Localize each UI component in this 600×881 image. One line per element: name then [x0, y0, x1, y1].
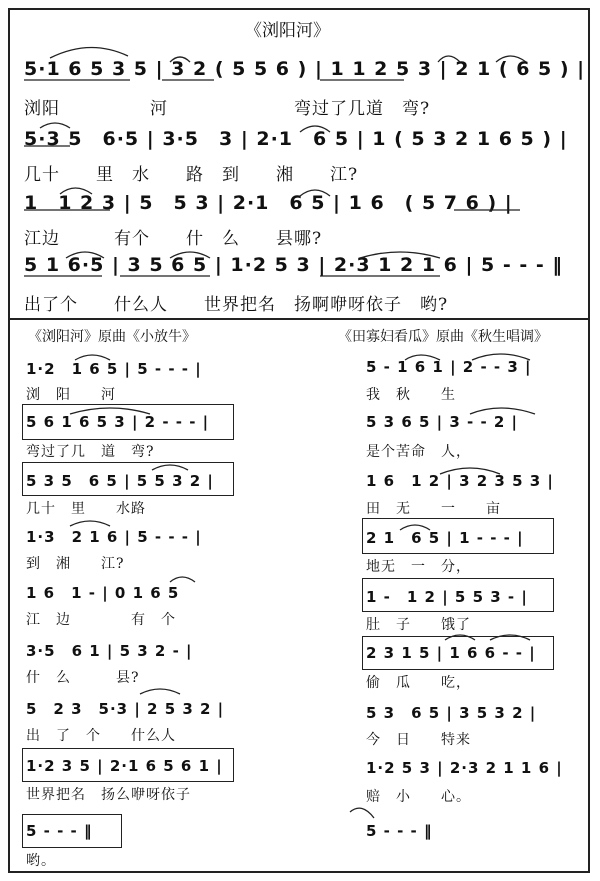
top-notation-line-2: 5·3 5 6·5 | 3·5 3 | 2·1 6 5 | 1 ( 5 3 2 1 6 5 ) | [24, 128, 568, 150]
top-title: 《浏阳河》 [245, 21, 330, 41]
left-lyric-4: 到 湘 江? [26, 556, 125, 572]
right-notation-4: 2 1 6 5 | 1 - - - | [366, 529, 524, 547]
right-header: 《田寡妇看瓜》原曲《秋生唱调》 [338, 329, 548, 345]
right-lyric-4: 地无 一 分， [366, 559, 471, 575]
right-notation-9: 5 - - - ‖ [366, 822, 433, 840]
top-lyric-line-1: 浏阳 河 弯过了几道 弯? [24, 99, 431, 119]
left-lyric-7: 出 了 个 什么人 [26, 728, 176, 744]
top-lyric-line-2: 几十 里 水 路 到 湘 江? [24, 165, 359, 185]
right-lyric-1: 我 秋 生 [366, 387, 456, 403]
right-notation-7: 5 3 6 5 | 3 5 3 2 | [366, 704, 537, 722]
right-lyric-6: 偷 瓜 吃， [366, 675, 471, 691]
left-lyric-3: 几十 里 水路 [26, 501, 146, 517]
right-notation-6: 2 3 1 5 | 1 6 6 - - | [366, 644, 536, 662]
top-lyric-line-3: 江边 有个 什 么 县哪? [24, 229, 323, 249]
right-lyric-7: 今 日 特来 [366, 732, 471, 748]
right-lyric-5: 肚 子 饿了 [366, 617, 471, 633]
left-notation-9: 5 - - - ‖ [26, 822, 93, 840]
left-notation-3: 5 3 5 6 5 | 5 5 3 2 | [26, 472, 214, 490]
left-notation-1: 1·2 1 6 5 | 5 - - - | [26, 360, 202, 378]
right-notation-1: 5 - 1 6 1 | 2 - - 3 | [366, 358, 532, 376]
left-lyric-5: 江 边 有 个 [26, 612, 176, 628]
left-notation-4: 1·3 2 1 6 | 5 - - - | [26, 528, 202, 546]
top-notation-line-3: 1 1 2 3 | 5 5 3 | 2·1 6 5 | 1 6 ( 5 7 6 ) | [24, 192, 513, 214]
right-lyric-8: 赔 小 心。 [366, 789, 471, 805]
left-lyric-8: 世界把名 扬么咿呀依子 [26, 787, 191, 803]
left-notation-5: 1 6 1 - | 0 1 6 5 [26, 584, 180, 602]
top-lyric-line-4: 出了个 什么人 世界把名 扬啊咿呀依子 哟? [24, 295, 449, 315]
top-notation-line-4: 5 1 6·5 | 3 5 6 5 | 1·2 5 3 | 2·3 1 2 1 6 | 5 - - - ‖ [24, 254, 563, 276]
left-notation-2: 5 6 1 6 5 3 | 2 - - - | [26, 413, 210, 431]
left-header: 《浏阳河》原曲《小放牛》 [28, 329, 196, 345]
left-notation-8: 1·2 3 5 | 2·1 6 5 6 1 | [26, 757, 223, 775]
left-lyric-9: 哟。 [26, 853, 56, 869]
left-notation-7: 5 2 3 5·3 | 2 5 3 2 | [26, 700, 225, 718]
right-notation-3: 1 6 1 2 | 3 2 3 5 3 | [366, 472, 554, 490]
right-notation-2: 5 3 6 5 | 3 - - 2 | [366, 413, 519, 431]
left-notation-6: 3·5 6 1 | 5 3 2 - | [26, 642, 193, 660]
top-notation-line-1: 5·1 6 5 3 5 | 3 2 ( 5 5 6 ) | 1 1 2 5 3 | 2 1 ( 6 5 ) | [24, 58, 586, 80]
left-lyric-1: 浏 阳 河 [26, 387, 116, 403]
right-lyric-3: 田 无 一 亩 [366, 501, 501, 517]
left-lyric-6: 什 么 县? [26, 670, 140, 686]
right-notation-5: 1 - 1 2 | 5 5 3 - | [366, 588, 528, 606]
left-lyric-2: 弯过了几 道 弯? [26, 444, 155, 460]
right-lyric-2: 是个苦命 人， [366, 444, 471, 460]
right-notation-8: 1·2 5 3 | 2·3 2 1 1 6 | [366, 759, 563, 777]
